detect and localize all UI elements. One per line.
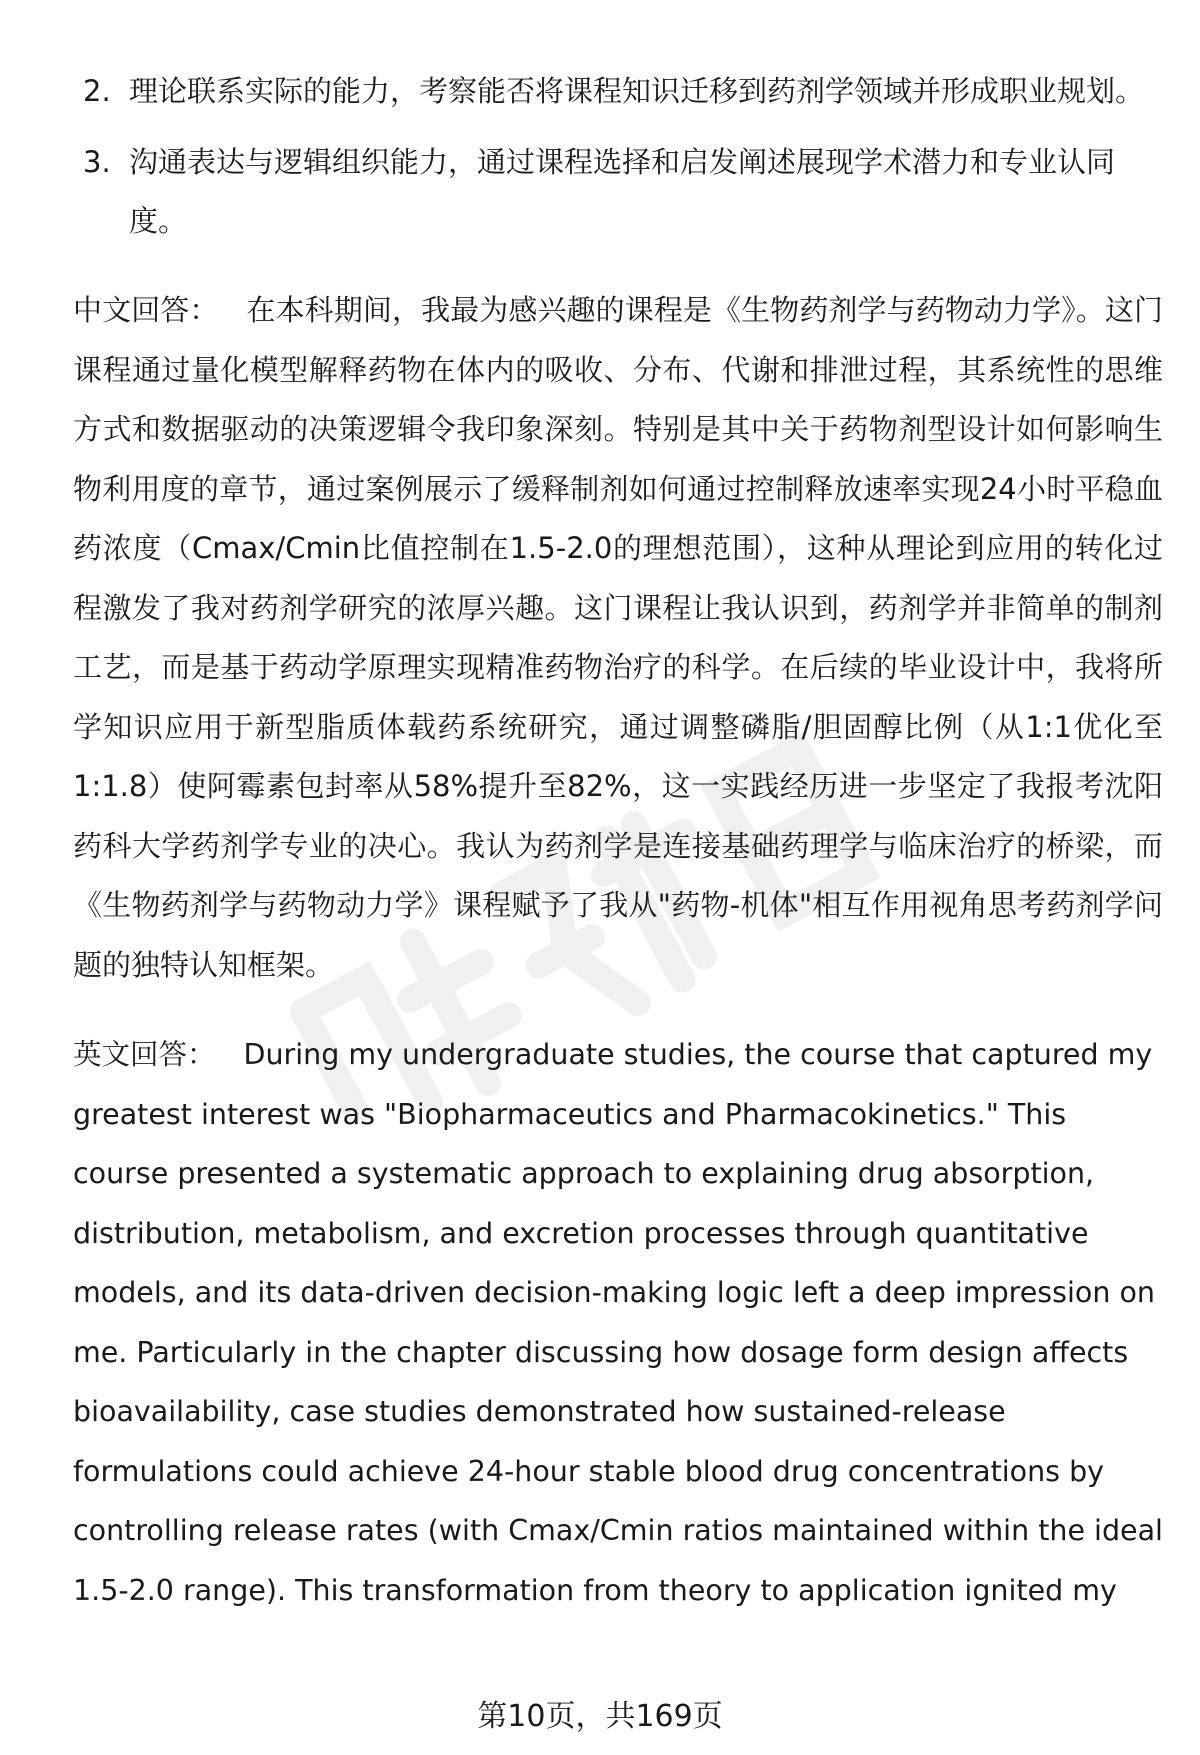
chinese-answer-text: 在本科期间，我最为感兴趣的课程是《生物药剂学与药物动力学》。这门课程通过量化模型解释药物在体内的吸收、分布、代谢和排泄过程，其系统性的思维方式和数据驱动的决策逻辑令我印象深刻。特别是其中关于药物剂型设计如何影响生物利用度的章节，通过案例展示了缓释制剂如何通过控制释放速率实现24小时平稳血药浓度（Cmax/Cmin比值控制在1.5-2.0的理想范围），这种从理论到应用的转化过程激发了我对药剂学研究的浓厚兴趣。这门课程让我认识到，药剂学并非简单的制剂工艺，而是基于药动学原理实现精准药物治疗的科学。在后续的毕业设计中，我将所学知识应用于新型脂质体载药系统研究，通过调整磷脂/胆固醇比例（从1:1优化至1:1.8）使阿霉素包封率从58%提升至82%，这一实践经历进一步坚定了我报考沈阳药科大学药剂学专业的决心。我认为药剂学是连接基础药理学与临床治疗的桥梁，而《生物药剂学与药物动力学》课程赋予了我从"药物-机体"相互作用视角思考药剂学问题的独特认知框架。 bbox=[73, 293, 1163, 982]
list-item bbox=[73, 62, 1163, 121]
page-content bbox=[73, 62, 1163, 1620]
list-item-text: 理论联系实际的能力，考察能否将课程知识迁移到药剂学领域并形成职业规划。 bbox=[129, 74, 1145, 108]
criteria-list bbox=[73, 62, 1163, 251]
english-answer-label: 英文回答： bbox=[73, 1038, 216, 1071]
english-answer-text: During my undergraduate studies, the course that captured my greatest interest was "Biopharmaceutics and Pharmacokinetics." This course presented a systematic approach to explaining drug absorption, distribution, metabolism, and excretion processes through quantitative models, and its data-driven decision-making logic left a deep impression on me. Particularly in the chapter discussing how dosage form design affects bioavailability, case studies demonstrated how sustained-release formulations could achieve 24-hour stable blood drug concentrations by controlling release rates (with Cmax/Cmin ratios maintained within the ideal 1.5-2.0 range). This transformation from theory to application ignited my bbox=[73, 1038, 1163, 1607]
list-item-number: 2. bbox=[83, 74, 111, 108]
chinese-answer-paragraph bbox=[73, 281, 1163, 995]
list-item-number: 3. bbox=[83, 145, 111, 179]
list-item bbox=[73, 133, 1163, 251]
chinese-answer-label: 中文回答： bbox=[73, 293, 219, 327]
page-number-footer: 第10页，共169页 bbox=[477, 1699, 723, 1734]
english-answer-paragraph bbox=[73, 1025, 1163, 1620]
list-item-text: 沟通表达与逻辑组织能力，通过课程选择和启发阐述展现学术潜力和专业认同度。 bbox=[129, 145, 1116, 238]
